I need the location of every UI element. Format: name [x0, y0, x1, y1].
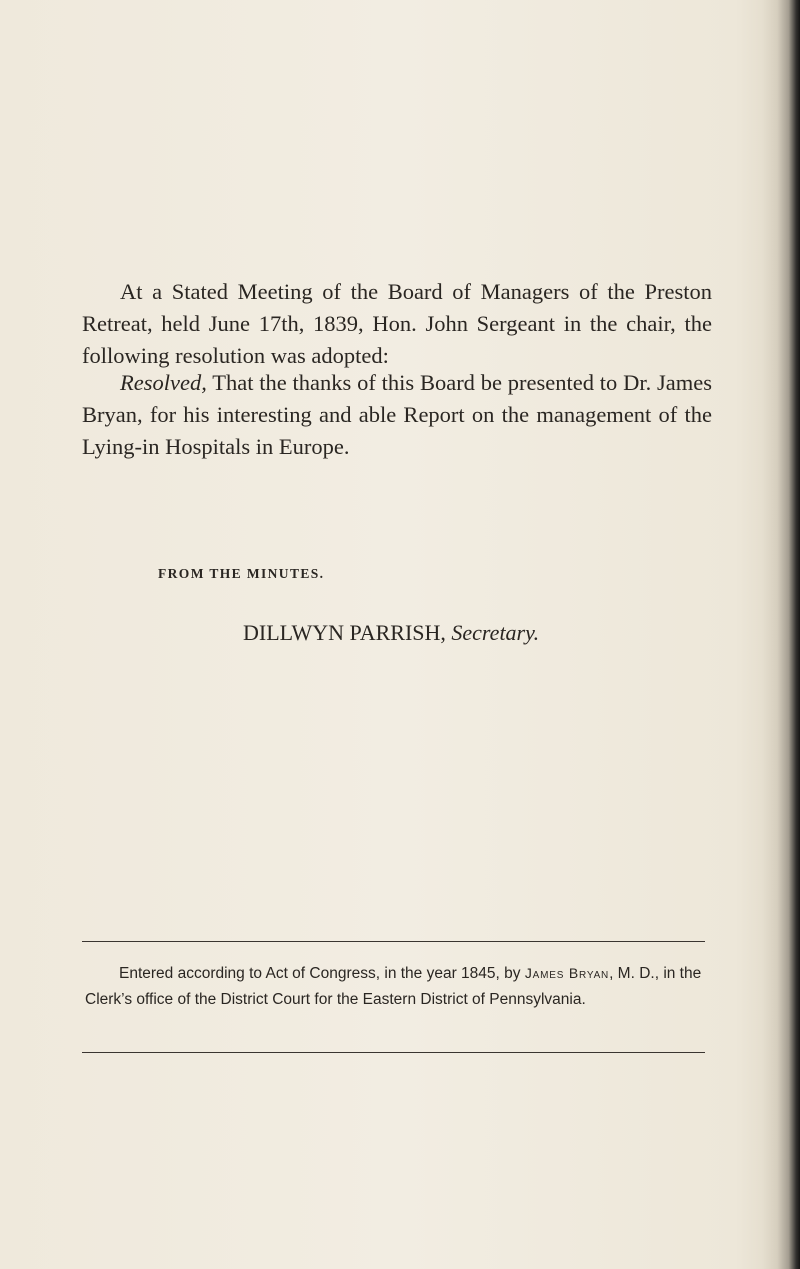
- page-edge-shadow: [762, 0, 800, 1269]
- signature-name: DILLWYN PARRISH,: [243, 620, 446, 645]
- copyright-text-end: , M. D., in the Clerk’s office of the District Court for the Eastern District of Pennsylvania.: [85, 965, 702, 1008]
- signature-role: Secretary.: [451, 620, 540, 645]
- signature: [243, 620, 539, 646]
- copyright-notice: [85, 960, 705, 1013]
- divider-bottom: [82, 1052, 705, 1053]
- minutes-label: FROM THE MINUTES.: [158, 566, 325, 581]
- divider-top: [82, 941, 705, 942]
- resolved-word: Resolved,: [120, 370, 207, 395]
- copyright-author: James Bryan: [524, 965, 610, 981]
- copyright-text-start: Entered according to Act of Congress, in the year 1845, by: [119, 965, 525, 982]
- resolution-paragraph: [82, 367, 712, 463]
- resolution-text: That the thanks of this Board be presented to Dr. James Bryan, for his interesting and able Report on the management of the Lying-in Hospitals in Europe.: [82, 370, 712, 459]
- meeting-paragraph: At a Stated Meeting of the Board of Managers of the Preston Retreat, held June 17th, 1839, Hon. John Sergeant in the chair, the following resolution was adopted:: [82, 279, 712, 368]
